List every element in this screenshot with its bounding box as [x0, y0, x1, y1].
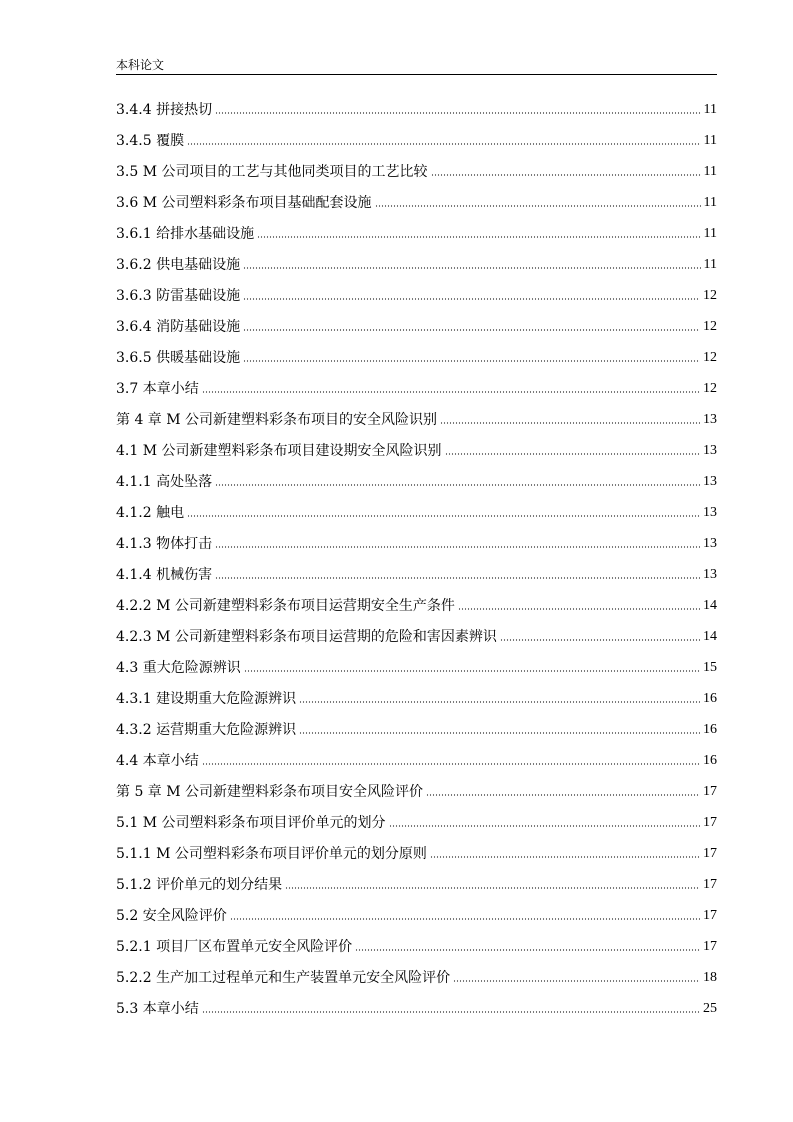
toc-entry[interactable] [116, 714, 717, 745]
toc-entry[interactable] [116, 94, 717, 125]
toc-dot-leader [430, 856, 700, 858]
toc-entry-title: 4.3.1 建设期重大危险源辨识 [116, 690, 297, 707]
toc-dot-leader [202, 1011, 700, 1013]
toc-entry-page-number: 11 [703, 101, 717, 117]
toc-dot-leader [389, 825, 701, 827]
toc-dot-leader [243, 267, 700, 269]
toc-entry[interactable] [116, 280, 717, 311]
toc-entry-page-number: 18 [703, 969, 717, 985]
toc-entry-title: 4.2.2 M 公司新建塑料彩条布项目运营期安全生产条件 [116, 597, 455, 614]
toc-entry-page-number: 14 [703, 597, 717, 613]
toc-entry[interactable] [116, 125, 717, 156]
toc-dot-leader [440, 422, 700, 424]
toc-entry-page-number: 11 [703, 256, 717, 272]
toc-dot-leader [187, 143, 700, 145]
toc-entry[interactable] [116, 466, 717, 497]
toc-entry[interactable] [116, 528, 717, 559]
toc-entry-page-number: 14 [703, 628, 717, 644]
toc-entry[interactable] [116, 156, 717, 187]
toc-entry-page-number: 12 [703, 318, 717, 334]
toc-entry-title: 4.1.2 触电 [116, 504, 185, 521]
toc-entry-title: 4.4 本章小结 [116, 752, 199, 769]
toc-entry-title: 5.1.1 M 公司塑料彩条布项目评价单元的划分原则 [116, 845, 427, 862]
toc-entry[interactable] [116, 590, 717, 621]
toc-dot-leader [215, 577, 700, 579]
toc-dot-leader [243, 360, 700, 362]
toc-dot-leader [299, 732, 700, 734]
header-title: 本科论文 [116, 58, 165, 72]
toc-dot-leader [458, 608, 700, 610]
toc-entry-title: 5.1.2 评价单元的划分结果 [116, 876, 283, 893]
table-of-contents [116, 94, 717, 1024]
toc-entry[interactable] [116, 311, 717, 342]
toc-dot-leader [244, 670, 700, 672]
toc-entry-page-number: 17 [703, 876, 717, 892]
toc-entry-title: 5.1 M 公司塑料彩条布项目评价单元的划分 [116, 814, 386, 831]
toc-entry-page-number: 13 [703, 504, 717, 520]
toc-entry-title: 4.1.4 机械伤害 [116, 566, 213, 583]
toc-entry-title: 5.2.1 项目厂区布置单元安全风险评价 [116, 938, 353, 955]
page-header [116, 57, 717, 75]
toc-entry-title: 3.5 M 公司项目的工艺与其他同类项目的工艺比较 [116, 163, 428, 180]
toc-entry-page-number: 17 [703, 783, 717, 799]
toc-dot-leader [355, 949, 700, 951]
toc-entry[interactable] [116, 187, 717, 218]
toc-entry[interactable] [116, 249, 717, 280]
toc-entry[interactable] [116, 776, 717, 807]
toc-entry-title: 第 5 章 M 公司新建塑料彩条布项目安全风险评价 [116, 783, 424, 800]
toc-entry[interactable] [116, 993, 717, 1024]
toc-entry-title: 5.2.2 生产加工过程单元和生产装置单元安全风险评价 [116, 969, 451, 986]
toc-entry-title: 3.4.4 拼接热切 [116, 101, 213, 118]
toc-dot-leader [375, 205, 701, 207]
toc-dot-leader [215, 546, 700, 548]
toc-entry-page-number: 25 [703, 1000, 717, 1016]
toc-entry-title: 5.2 安全风险评价 [116, 907, 227, 924]
toc-entry-page-number: 17 [703, 938, 717, 954]
toc-entry-title: 4.3.2 运营期重大危险源辨识 [116, 721, 297, 738]
toc-entry-title: 3.6.3 防雷基础设施 [116, 287, 241, 304]
toc-entry[interactable] [116, 218, 717, 249]
toc-entry-page-number: 13 [703, 411, 717, 427]
toc-entry-title: 5.3 本章小结 [116, 1000, 199, 1017]
toc-dot-leader [500, 639, 700, 641]
toc-entry-title: 4.2.3 M 公司新建塑料彩条布项目运营期的危险和害因素辨识 [116, 628, 497, 645]
toc-entry[interactable] [116, 559, 717, 590]
toc-entry-page-number: 15 [703, 659, 717, 675]
toc-entry-title: 3.6 M 公司塑料彩条布项目基础配套设施 [116, 194, 372, 211]
toc-entry-title: 3.7 本章小结 [116, 380, 199, 397]
toc-entry-title: 4.1.3 物体打击 [116, 535, 213, 552]
toc-entry-title: 3.6.5 供暖基础设施 [116, 349, 241, 366]
toc-entry-page-number: 11 [703, 225, 717, 241]
toc-entry[interactable] [116, 404, 717, 435]
toc-entry[interactable] [116, 683, 717, 714]
toc-dot-leader [230, 918, 700, 920]
toc-entry[interactable] [116, 435, 717, 466]
toc-entry-title: 3.6.4 消防基础设施 [116, 318, 241, 335]
header-rule [116, 74, 717, 75]
toc-entry-title: 4.1.1 高处坠落 [116, 473, 213, 490]
toc-entry-page-number: 11 [703, 132, 717, 148]
toc-entry-page-number: 16 [703, 752, 717, 768]
toc-entry-title: 3.6.2 供电基础设施 [116, 256, 241, 273]
toc-dot-leader [431, 174, 701, 176]
toc-entry[interactable] [116, 621, 717, 652]
toc-entry-title: 3.6.1 给排水基础设施 [116, 225, 255, 242]
toc-entry-page-number: 17 [703, 845, 717, 861]
toc-dot-leader [285, 887, 700, 889]
toc-entry-page-number: 16 [703, 721, 717, 737]
toc-entry[interactable] [116, 838, 717, 869]
toc-entry-title: 4.1 M 公司新建塑料彩条布项目建设期安全风险识别 [116, 442, 442, 459]
toc-entry[interactable] [116, 373, 717, 404]
toc-entry[interactable] [116, 807, 717, 838]
toc-entry-page-number: 11 [703, 194, 717, 210]
toc-dot-leader [243, 329, 700, 331]
toc-dot-leader [202, 763, 700, 765]
toc-entry[interactable] [116, 745, 717, 776]
toc-dot-leader [187, 515, 700, 517]
toc-entry[interactable] [116, 962, 717, 993]
toc-entry-page-number: 12 [703, 287, 717, 303]
toc-dot-leader [243, 298, 700, 300]
toc-entry-page-number: 11 [703, 163, 717, 179]
toc-entry-page-number: 12 [703, 349, 717, 365]
toc-entry-page-number: 12 [703, 380, 717, 396]
toc-entry[interactable] [116, 931, 717, 962]
toc-entry[interactable] [116, 869, 717, 900]
toc-dot-leader [453, 980, 700, 982]
toc-entry-page-number: 16 [703, 690, 717, 706]
toc-dot-leader [299, 701, 700, 703]
toc-entry-title: 3.4.5 覆膜 [116, 132, 185, 149]
toc-entry-page-number: 17 [703, 814, 717, 830]
toc-entry-title: 第 4 章 M 公司新建塑料彩条布项目的安全风险识别 [116, 411, 438, 428]
toc-dot-leader [426, 794, 700, 796]
toc-dot-leader [257, 236, 700, 238]
toc-entry[interactable] [116, 342, 717, 373]
toc-entry[interactable] [116, 652, 717, 683]
toc-entry-page-number: 17 [703, 907, 717, 923]
toc-dot-leader [202, 391, 700, 393]
toc-entry[interactable] [116, 900, 717, 931]
toc-entry-page-number: 13 [703, 442, 717, 458]
toc-dot-leader [215, 112, 700, 114]
toc-entry-page-number: 13 [703, 535, 717, 551]
toc-entry-page-number: 13 [703, 473, 717, 489]
toc-entry-page-number: 13 [703, 566, 717, 582]
toc-dot-leader [445, 453, 701, 455]
toc-entry-title: 4.3 重大危险源辨识 [116, 659, 241, 676]
toc-dot-leader [215, 484, 700, 486]
toc-entry[interactable] [116, 497, 717, 528]
